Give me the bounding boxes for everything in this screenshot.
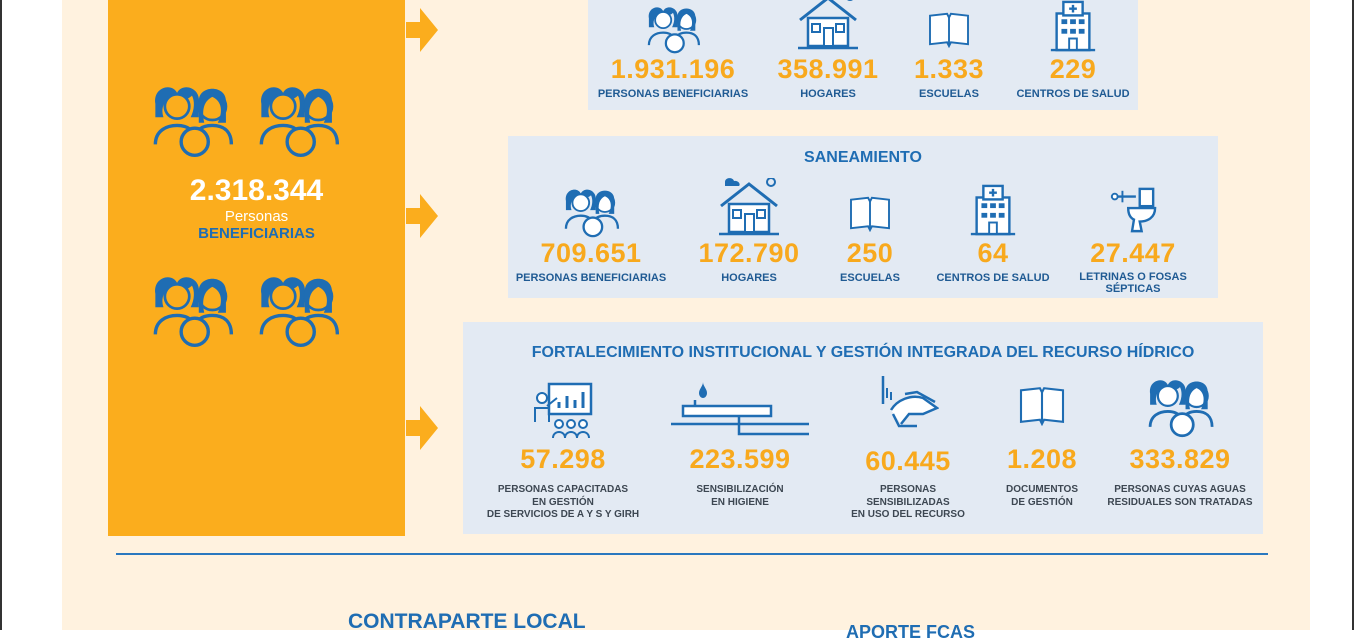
people-icon	[1144, 376, 1216, 438]
house-icon	[798, 0, 858, 52]
people-icon	[252, 82, 344, 158]
stat-label: SENSIBILIZACIÓN EN HIGIENE	[696, 484, 784, 508]
toilet-icon	[1109, 186, 1157, 234]
water-panel	[588, 0, 1138, 110]
water-stat-schools	[893, 0, 1005, 110]
panel-title: FORTALECIMIENTO INSTITUCIONAL Y GESTIÓN INTEGRADA DEL RECURSO HÍDRICO	[531, 344, 1195, 361]
arrow-right-icon	[406, 194, 438, 238]
stat-label: HOGARES	[800, 88, 856, 100]
people-icon	[146, 272, 238, 348]
book-icon	[927, 10, 971, 48]
stat-label: ESCUELAS	[919, 88, 979, 100]
stat-value: 172.790	[698, 238, 800, 268]
total-beneficiaries-sublabel: BENEFICIARIAS	[198, 225, 315, 242]
panel-title: SANEAMIENTO	[804, 149, 922, 166]
institutional-stat-wastewater	[1101, 322, 1259, 534]
stat-label: LETRINAS O FOSAS SÉPTICAS	[1079, 271, 1187, 295]
stat-value: 60.445	[865, 446, 951, 476]
stat-value: 57.298	[520, 444, 606, 474]
arrow-right-icon	[406, 8, 438, 52]
sanitation-panel	[508, 136, 1218, 298]
institutional-panel	[463, 322, 1263, 534]
stat-value: 27.447	[1090, 238, 1176, 268]
stat-label: CENTROS DE SALUD	[1016, 88, 1130, 100]
stat-value: 64	[977, 238, 1009, 268]
stat-label: PERSONAS BENEFICIARIAS	[515, 272, 667, 284]
stat-value: 1.931.196	[610, 54, 736, 84]
book-icon	[848, 194, 892, 232]
stat-label: ESCUELAS	[840, 272, 900, 284]
people-icon	[146, 82, 238, 158]
sanitation-stat-people	[508, 136, 674, 298]
footer-fcas-title: APORTE FCAS	[846, 622, 976, 642]
stat-value: 229	[1049, 54, 1097, 84]
footer-local-counterpart-title: CONTRAPARTE LOCAL	[348, 610, 586, 633]
institutional-stat-documents	[987, 322, 1097, 534]
stat-label: CENTROS DE SALUD	[936, 272, 1050, 284]
hospital-icon	[970, 184, 1016, 236]
stat-label: PERSONAS CAPACITADAS EN GESTIÓN DE SERVICIOS DE A Y S Y GIRH	[486, 484, 640, 520]
book-icon	[1018, 384, 1066, 426]
summary-panel	[108, 0, 405, 536]
water-stat-people	[588, 0, 758, 110]
stat-value: 709.651	[540, 238, 642, 268]
stat-label: HOGARES	[721, 272, 777, 284]
sanitation-stat-homes	[684, 136, 814, 298]
total-beneficiaries: 2.318.344	[189, 174, 324, 207]
sanitation-stat-schools	[814, 136, 926, 298]
arrow-right-icon	[406, 406, 438, 450]
institutional-stat-trained	[463, 322, 663, 534]
stat-label: PERSONAS SENSIBILIZADAS EN USO DEL RECURSO	[851, 484, 965, 520]
sanitation-stat-health-centers	[928, 136, 1058, 298]
institutional-stat-hygiene	[663, 322, 817, 534]
house-icon	[719, 178, 779, 238]
training-icon	[533, 382, 593, 440]
handwashing-icon	[877, 374, 939, 432]
people-icon	[560, 186, 622, 238]
stat-value: 1.208	[1006, 444, 1078, 474]
people-icon	[642, 4, 704, 54]
stat-label: PERSONAS BENEFICIARIAS	[597, 88, 749, 100]
stat-value: 358.991	[777, 54, 879, 84]
hospital-icon	[1050, 0, 1096, 52]
stat-value: 1.333	[913, 54, 985, 84]
stat-label: PERSONAS CUYAS AGUAS RESIDUALES SON TRATADAS	[1107, 484, 1253, 508]
stat-value: 223.599	[689, 444, 791, 474]
stat-label: DOCUMENTOS DE GESTIÓN	[1005, 484, 1079, 508]
stat-value: 250	[846, 238, 894, 268]
institutional-stat-resource-use	[833, 322, 983, 534]
sanitation-stat-latrines	[1064, 136, 1202, 298]
total-beneficiaries-label: Personas	[224, 208, 289, 225]
section-divider	[116, 553, 1268, 555]
people-icon	[252, 272, 344, 348]
stat-value: 333.829	[1129, 444, 1231, 474]
water-stat-health-centers	[1008, 0, 1138, 110]
water-stat-homes	[763, 0, 893, 110]
faucet-icon	[669, 380, 811, 438]
